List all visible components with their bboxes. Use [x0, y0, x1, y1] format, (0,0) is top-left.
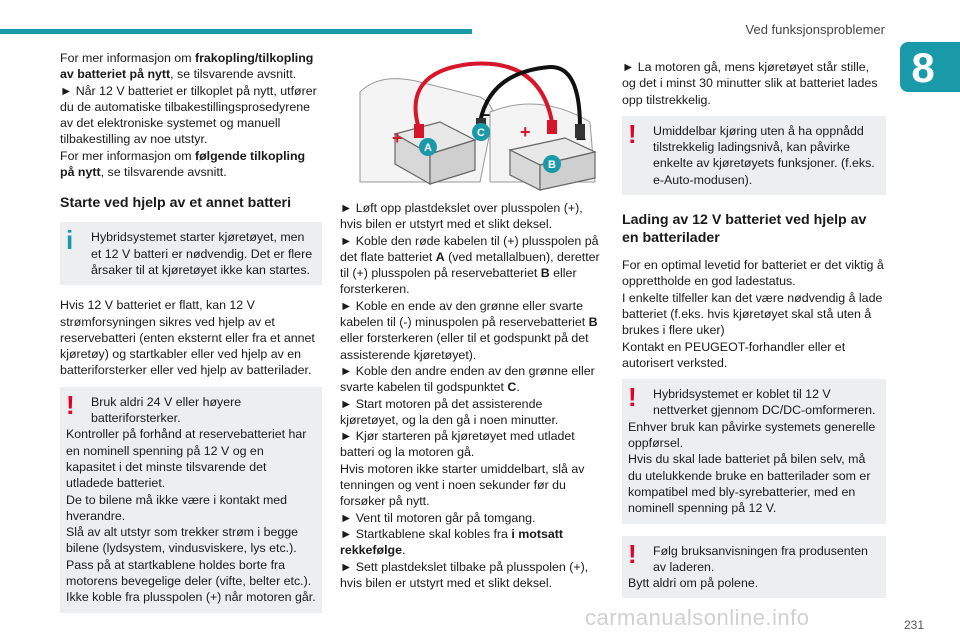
jump-start-illustration: [340, 52, 604, 192]
paragraph: [60, 148, 322, 181]
step: Hvis motoren ikke starter umiddelbart, slå av tenningen og vent i noen sekunder før du forsøker på nytt.: [340, 461, 585, 509]
minus-sign: –: [576, 128, 587, 148]
warning-box: [622, 379, 886, 523]
step: [340, 233, 604, 298]
warning-text: Enhver bruk kan påvirke systemets generelle oppførsel.: [628, 419, 876, 451]
warning-text: Hybridsystemet er koblet til 12 V nettverket gjennom DC/DC-omformeren.: [653, 387, 876, 418]
step: ► Sett plastdekslet tilbake på plusspolen (+), hvis bilen er utstyrt med et slikt deksel.: [340, 559, 589, 590]
column-right: [622, 50, 886, 610]
plus-sign: +: [520, 122, 531, 142]
text: .: [516, 380, 520, 395]
text: (ved metallalbuen), deretter til (+) plusspolen på reservebatteriet: [340, 249, 600, 281]
warning-box: [622, 116, 886, 195]
section-title: Ved funksjonsproblemer: [745, 22, 885, 37]
text: ► Koble den andre enden av den grønne eller svarte kabelen til godspunktet: [340, 363, 595, 395]
paragraph: Kontakt en PEUGEOT-forhandler eller et autorisert verksted.: [622, 339, 846, 370]
label-b: B: [548, 159, 556, 171]
bold-text: A: [435, 249, 445, 264]
plus-sign: +: [392, 128, 403, 148]
info-icon: i: [66, 225, 74, 256]
paragraph: For en optimal levetid for batteriet er det viktig å opprettholde en god ladestatus.: [622, 258, 884, 289]
red-clamp: [414, 124, 424, 138]
column-middle: [340, 50, 604, 591]
info-text: [66, 225, 316, 278]
warning-text: Hvis du skal lade batteriet på bilen selv, må du utelukkende bruke en batterilader som er kompatibel med bly-syrebatterier, med en nominell spenning på 12 V.: [628, 452, 871, 516]
text: For mer informasjon om: [60, 51, 195, 65]
warning-box: [60, 387, 322, 613]
section-heading: Lading av 12 V batteriet ved hjelp av en batterilader: [622, 212, 867, 247]
step: ► Løft opp plastdekslet over plusspolen (+), hvis bilen er utstyrt med et slikt deksel.: [340, 201, 583, 232]
bold-text: B: [540, 266, 550, 281]
exclamation-icon: !: [628, 382, 637, 413]
exclamation-icon: !: [628, 538, 637, 569]
text: For mer informasjon om: [60, 148, 195, 163]
warning-text: Umiddelbar kjøring uten å ha oppnådd tilstrekkelig ladingsnivå, kan påvirke enkelte av kjøretøyets funksjoner. (f.eks. e-Auto-modusen).: [653, 123, 875, 187]
text: , se tilsvarende avsnitt.: [170, 67, 297, 82]
step: [340, 526, 604, 559]
paragraph: Hvis 12 V batteriet er flatt, kan 12 V strømforsyningen sikres ved hjelp av et reservebatteri (enten eksternt eller fra et annet kjøretøy) og startkabler eller ved hjelp av en batteriforsterker eller ved hjelp av batterilader.: [60, 298, 315, 378]
column-left: [60, 50, 322, 625]
warning-text: Pass på at startkablene holdes borte fra motorens bevegelige deler (vifte, belter etc.).: [66, 557, 312, 589]
chapter-number: 8: [911, 44, 935, 91]
page-number: 231: [903, 618, 924, 632]
paragraph: [60, 50, 322, 83]
red-clamp: [547, 120, 557, 134]
minus-sign: –: [480, 104, 491, 124]
paragraph: I enkelte tilfeller kan det være nødvendig å lade batteriet (f.eks. hvis kjøretøyet skal stå uten å brukes i flere uker): [622, 290, 883, 338]
step: ► Vent til motoren går på tomgang.: [340, 510, 536, 525]
text: , se tilsvarende avsnitt.: [100, 165, 227, 180]
section-heading: Starte ved hjelp av et annet batteri: [60, 195, 292, 212]
bold-text: B: [588, 315, 598, 330]
text: ► Koble den røde kabelen til (+) plusspolen på det flate batteriet: [340, 233, 599, 264]
text: .: [401, 543, 406, 558]
label-c: C: [477, 127, 485, 139]
warning-text: De to bilene må ikke være i kontakt med hverandre.: [66, 492, 288, 523]
warning-text: Ikke koble fra plusspolen (+) når motoren går.: [66, 590, 316, 605]
text: ► Startkablene skal kobles fra: [340, 526, 512, 541]
info-box: [60, 222, 322, 285]
bold-text: følgende tilkopling på nytt: [60, 148, 306, 180]
warning-text: Slå av alt utstyr som trekker strøm i begge bilene (lydsystem, vindusviskere, lys etc.).: [66, 525, 299, 556]
warning-box: [622, 536, 886, 599]
warning-text: Bytt aldri om på polene.: [628, 576, 759, 591]
text: eller forsterkeren.: [340, 266, 577, 297]
bold-text: frakopling/tilkopling av batteriet på nytt: [60, 51, 314, 82]
warning-text: Følg bruksanvisningen fra produsenten av laderen.: [653, 543, 868, 574]
text: Hybridsystemet starter kjøretøyet, men et 12 V batteri er nødvendig. Det er flere årsaker til at kjøretøyet ikke kan startes.: [91, 230, 313, 277]
bold-text: i motsatt rekkefølge: [340, 526, 563, 558]
bold-text: C: [507, 380, 517, 395]
step: [340, 363, 604, 396]
exclamation-icon: !: [66, 389, 75, 420]
text: ► Koble en ende av den grønne eller svarte kabelen til (-) minuspolen på reservebatteriet: [340, 298, 589, 330]
warning-text: Bruk aldri 24 V eller høyere batteriforsterker.: [91, 394, 242, 426]
chapter-tab: [900, 42, 960, 92]
step: ► La motoren gå, mens kjøretøyet står stille, og det i minst 30 minutter slik at batteriet lades opp tilstrekkelig.: [622, 60, 878, 107]
label-a: A: [424, 142, 432, 154]
warning-text: Kontroller på forhånd at reservebatteriet har en nominell spenning på 12 V og en kapasitet i det minste tilsvarende det utladede batteriet.: [66, 427, 307, 491]
step: ► Start motoren på det assisterende kjøretøyet, og la den gå i noen minutter.: [340, 396, 559, 427]
header-accent-bar: [0, 29, 472, 34]
text: eller forsterkeren (eller til et godspunkt på det assisterende kjøretøyet).: [340, 331, 589, 362]
paragraph: ► Når 12 V batteriet er tilkoplet på nytt, utfører du de automatiske tilbakestillingsprosedyrene av det elektroniske systemet og manuell tilbakestilling av noe utstyr.: [60, 83, 317, 147]
step: [340, 298, 604, 363]
watermark: carmanualsonline.info: [585, 605, 810, 630]
exclamation-icon: !: [628, 118, 637, 149]
step: ► Kjør starteren på kjøretøyet med utladet batteri og la motoren gå.: [340, 429, 575, 460]
jump-start-diagram: [340, 52, 604, 192]
